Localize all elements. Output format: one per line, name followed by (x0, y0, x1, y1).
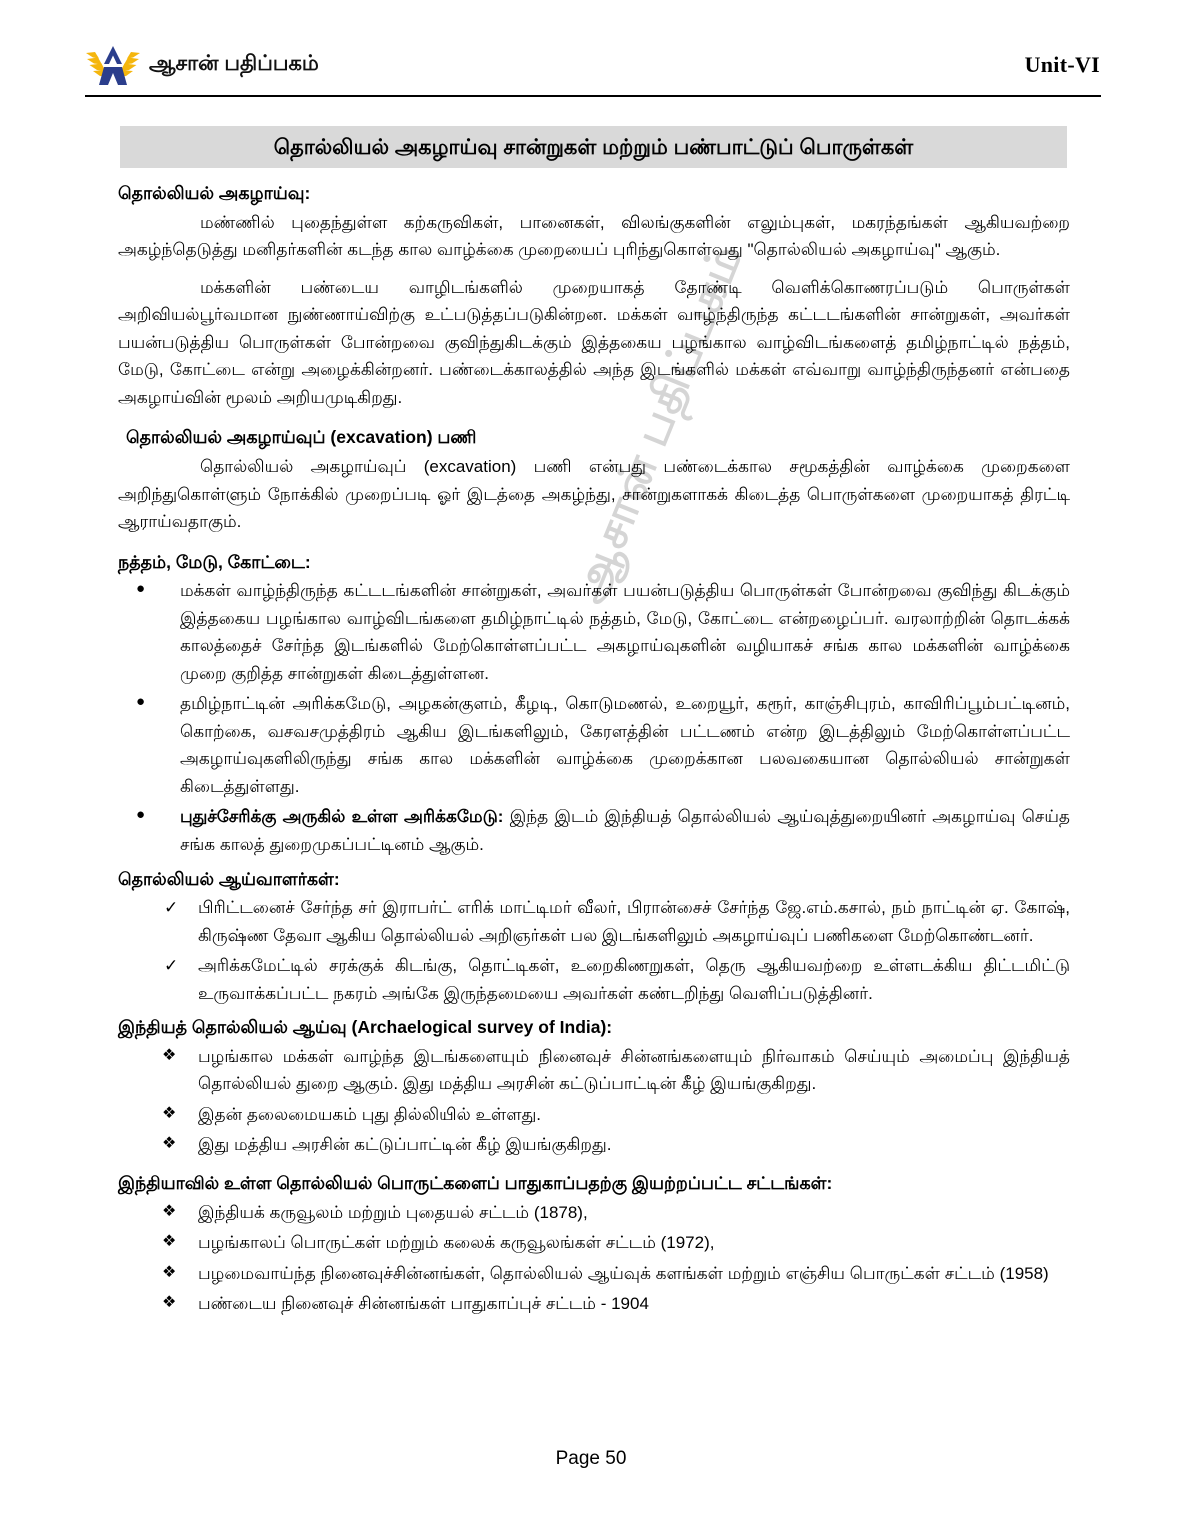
bullet-diamond-icon: ❖ (162, 1294, 177, 1312)
list-item-text: பழங்காலப் பொருட்கள் மற்றும் கலைக் கருவூலங்கள் சட்டம் (1972), (198, 1233, 715, 1253)
list-natham-medu-kottai (118, 577, 1070, 858)
watermark-text: ஆசான் பதிப்பகம் (560, 236, 753, 610)
list-item (118, 894, 1070, 949)
list-item-body: இந்த இடம் இந்தியத் தொல்லியல் ஆய்வுத்துறையினர் அகழாய்வு செய்த சங்க காலத் துறைமுகப்பட்டினம் ஆகும். (180, 807, 1070, 854)
section-heading-excavation: தொல்லியல் அகழாய்வு: (118, 183, 311, 203)
paragraph-excavation-work: தொல்லியல் அகழாய்வுப் (excavation) பணி என்பது பண்டைக்கால சமூகத்தின் வாழ்க்கை முறைகளை அறிந்துகொள்ளும் நோக்கில் முறைப்படி ஓர் இடத்தை அகழ்ந்து, சான்றுகளாகக் கிடைத்த பொருள்களை முறையாகத் திரட்டி ஆராய்வதாகும். (118, 456, 1070, 532)
bullet-diamond-icon: ❖ (162, 1135, 177, 1153)
list-item (118, 1229, 1070, 1257)
list-item (118, 1260, 1070, 1288)
list-item (118, 577, 1070, 687)
bullet-dot-icon: ● (136, 693, 146, 711)
list-item-text: இது மத்திய அரசின் கட்டுப்பாட்டின் கீழ் இயங்குகிறது. (198, 1135, 612, 1155)
list-item-text: மக்கள் வாழ்ந்திருந்த கட்டடங்களின் சான்றுகள், அவர்கள் பயன்படுத்திய பொருள்கள் போன்றவை குவிந்து கிடக்கும் இத்தகைய பழங்கால வாழ்விடங்களை தமிழ்நாட்டில் நத்தம், மேடு, கோட்டை என்றழைப்பர். வரலாற்றின் தொடக்கக் காலத்தைச் சேர்ந்த இடங்களில் மேற்கொள்ளப்பட்ட அகழாய்வுகளின் வழியாகச் சங்க கால மக்களின் வாழ்க்கை முறை குறித்த சான்றுகள் கிடைத்துள்ளன. (180, 581, 1070, 683)
list-item-text: தமிழ்நாட்டின் அரிக்கமேடு, அழகன்குளம், கீழடி, கொடுமணல், உறையூர், கரூர், காஞ்சிபுரம், காவிரிப்பூம்பட்டினம், கொற்கை, வசவசமுத்திரம் ஆகிய இடங்களிலும், கேரளத்தின் பட்டணம் என்ற இடத்திலும் மேற்கொள்ளப்பட்ட அகழாய்வுகளிலிருந்து சங்க கால மக்களின் வாழ்க்கை முறைக்கான பலவகையான தொல்லியல் சான்றுகள் கிடைத்துள்ளது. (180, 694, 1070, 796)
page-number: Page 50 (555, 1448, 627, 1469)
list-item (118, 1043, 1070, 1098)
list-item-text (180, 803, 1070, 858)
bullet-diamond-icon: ❖ (162, 1104, 177, 1122)
list-item (118, 1290, 1070, 1318)
bullet-check-icon: ✓ (164, 956, 179, 976)
list-archaeologists (118, 894, 1070, 1007)
list-acts (118, 1199, 1070, 1318)
list-item (118, 1131, 1070, 1159)
list-item-text: பழமைவாய்ந்த நினைவுச்சின்னங்கள், தொல்லியல் ஆய்வுக் களங்கள் மற்றும் எஞ்சிய பொருட்கள் சட்டம் (1958) (198, 1263, 1049, 1283)
bullet-check-icon: ✓ (164, 898, 179, 918)
list-item (118, 1101, 1070, 1129)
bullet-diamond-icon: ❖ (162, 1233, 177, 1251)
publisher-name: ஆசான் பதிப்பகம் (149, 52, 319, 75)
body-content (118, 182, 1070, 1322)
winged-a-logo-icon (85, 42, 141, 88)
bullet-diamond-icon: ❖ (162, 1263, 177, 1281)
list-item-text: பண்டைய நினைவுச் சின்னங்கள் பாதுகாப்புச் சட்டம் - 1904 (198, 1294, 649, 1314)
header-divider (85, 95, 1101, 97)
section-heading-natham-medu-kottai: நத்தம், மேடு, கோட்டை: (118, 551, 311, 572)
list-item-text: பிரிட்டனைச் சேர்ந்த சர் இராபர்ட் எரிக் மாட்டிமர் வீலர், பிரான்சைச் சேர்ந்த ஜே.எம்.கசால், நம் நாட்டின் ஏ. கோஷ், கிருஷ்ண தேவா ஆகிய தொல்லியல் அறிஞர்கள் பல இடங்களிலும் அகழாய்வுப் பணிகளை மேற்கொண்டனர். (198, 898, 1070, 945)
paragraph-excavation-sites: மக்களின் பண்டைய வாழிடங்களில் முறையாகத் தோண்டி வெளிக்கொணரப்படும் பொருள்கள் அறிவியல்பூர்வமான நுண்ணாய்விற்கு உட்படுத்தப்படுகின்றன. மக்கள் வாழ்ந்திருந்த கட்டடங்களின் சான்றுகள், அவர்கள் பயன்படுத்திய பொருள்கள் போன்றவை குவிந்துகிடக்கும் இத்தகைய பழங்கால வாழ்விடங்களைத் தமிழ்நாட்டில் நத்தம், மேடு, கோட்டை என்று அழைக்கின்றனர். பண்டைக்காலத்தில் அந்த இடங்களில் மக்கள் எவ்வாறு வாழ்ந்திருந்தனர் என்பதை அகழாய்வின் மூலம் அறியமுடிகிறது. (118, 277, 1070, 407)
section-heading-excavation-work: தொல்லியல் அகழாய்வுப் (excavation) பணி (126, 427, 477, 448)
chapter-title: தொல்லியல் அகழாய்வு சான்றுகள் மற்றும் பண்பாட்டுப் பொருள்கள் (273, 135, 914, 159)
bullet-dot-icon: ● (136, 580, 146, 598)
section-heading-acts: இந்தியாவில் உள்ள தொல்லியல் பொருட்களைப் பாதுகாப்பதற்கு இயற்றப்பட்ட சட்டங்கள்: (118, 1173, 833, 1193)
list-item-text: இந்தியக் கருவூலம் மற்றும் புதையல் சட்டம் (1878), (198, 1202, 588, 1222)
list-item (118, 690, 1070, 800)
section-heading-archaeologists: தொல்லியல் ஆய்வாளர்கள்: (118, 868, 340, 889)
list-item-bold-prefix: புதுச்சேரிக்கு அருகில் உள்ள அரிக்கமேடு: (180, 807, 504, 827)
bullet-diamond-icon: ❖ (162, 1046, 177, 1064)
publisher-brand (85, 42, 319, 88)
unit-label: Unit-VI (1024, 52, 1100, 77)
bullet-diamond-icon: ❖ (162, 1202, 177, 1220)
paragraph-excavation-definition: மண்ணில் புதைந்துள்ள கற்கருவிகள், பானைகள், விலங்குகளின் எலும்புகள், மகரந்தங்கள் ஆகியவற்றை அகழ்ந்தெடுத்து மனிதர்களின் கடந்த கால வாழ்க்கை முறையைப் புரிந்துகொள்வது "தொல்லியல் அகழாய்வு" ஆகும். (118, 212, 1070, 260)
list-item (118, 1199, 1070, 1227)
list-asi (118, 1043, 1070, 1159)
page-header (85, 42, 1100, 98)
bullet-dot-icon: ● (136, 806, 146, 824)
list-item (118, 952, 1070, 1007)
list-item (118, 803, 1070, 858)
chapter-title-banner (120, 126, 1067, 168)
list-item-text: அரிக்கமேட்டில் சரக்குக் கிடங்கு, தொட்டிகள், உறைகிணறுகள், தெரு ஆகியவற்றை உள்ளடக்கிய திட்டமிட்டு உருவாக்கப்பட்ட நகரம் அங்கே இருந்தமையை அவர்கள் கண்டறிந்து வெளிப்படுத்தினர். (198, 956, 1070, 1003)
list-item-text: இதன் தலைமையகம் புது தில்லியில் உள்ளது. (198, 1104, 542, 1124)
list-item-text: பழங்கால மக்கள் வாழ்ந்த இடங்களையும் நினைவுச் சின்னங்களையும் நிர்வாகம் செய்யும் அமைப்பு இந்தியத் தொல்லியல் துறை ஆகும். இது மத்திய அரசின் கட்டுப்பாட்டின் கீழ் இயங்குகிறது. (198, 1046, 1070, 1094)
section-heading-asi: இந்தியத் தொல்லியல் ஆய்வு (Archaelogical survey of India): (118, 1017, 613, 1038)
page-footer (0, 1448, 1182, 1470)
